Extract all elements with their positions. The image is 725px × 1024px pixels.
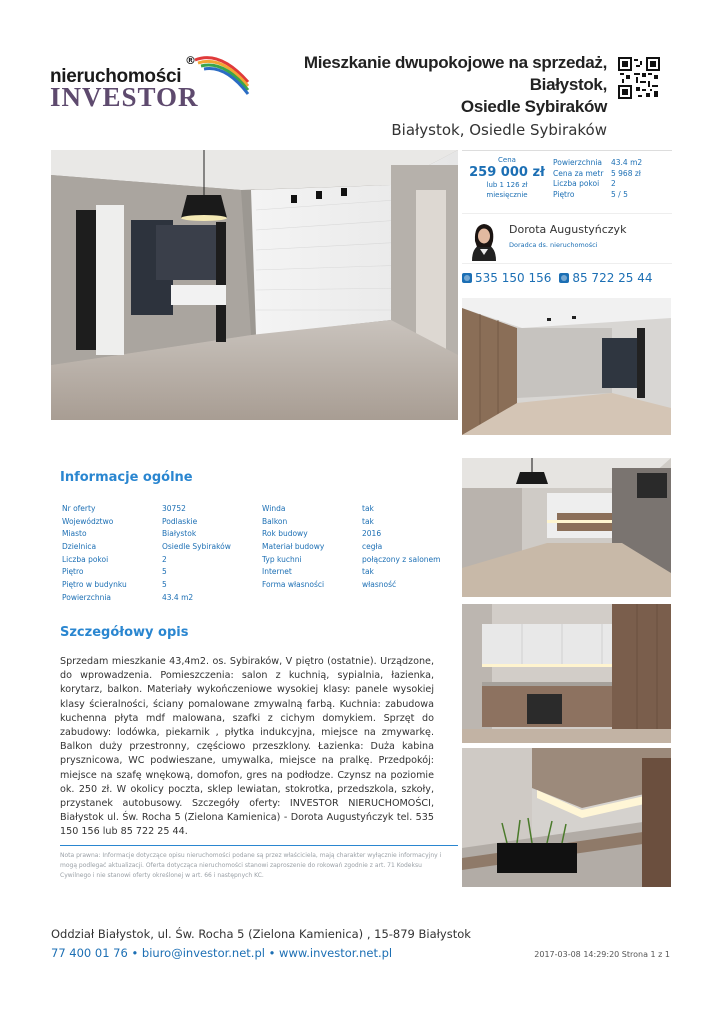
info-value (362, 593, 462, 606)
agent-avatar (464, 219, 504, 261)
price-label: Cena (498, 156, 516, 164)
main-photo-living-room[interactable] (51, 150, 458, 420)
legal-note: Nota prawna: Informacje dotyczące opisu nieruchomości podane są przez właściciela, mają charakter wyłącznie informacyjny i mogą podlegać aktualizacji. Oferta dotycząca nieruchomości stanowi zaproszenie do rokowań zgodnie z art. 71 Kodeksu Cywilnego i nie stanowi oferty określonej w art. 66 i następnych KC. (60, 852, 442, 879)
photo-kitchen-counter[interactable] (462, 748, 671, 887)
divider (60, 845, 458, 846)
summary-panel (462, 150, 672, 291)
agent-phones (462, 263, 672, 291)
info-value: Podlaskie (162, 516, 198, 526)
table-row (62, 593, 462, 606)
phone-number-1: 535 150 156 (475, 270, 552, 285)
table-row (62, 580, 462, 593)
param-value: 43.4 m2 (611, 158, 643, 167)
info-label (262, 593, 362, 606)
info-value: 2016 (362, 529, 382, 539)
param-row (553, 169, 671, 180)
info-value: tak (362, 567, 374, 577)
info-label: Balkon (262, 516, 288, 526)
param-value: 5 968 zł (611, 168, 641, 178)
info-label: Internet (262, 567, 292, 577)
param-value: 2 (611, 179, 616, 188)
info-label: Winda (262, 504, 286, 513)
footer-contact[interactable]: 77 400 01 76 • biuro@investor.net.pl • www.investor.net.pl (51, 946, 393, 960)
title-location: Białystok, Osiedle Sybiraków (391, 121, 607, 139)
info-value: Osiedle Sybiraków (162, 542, 231, 552)
price-value: 259 000 zł (469, 165, 545, 180)
table-row (62, 555, 462, 568)
param-label: Piętro (553, 189, 575, 199)
registered-mark: ® (185, 54, 196, 67)
info-value: cegła (362, 542, 383, 552)
general-info-heading: Informacje ogólne (60, 470, 193, 485)
title-line-1: Mieszkanie dwupokojowe na sprzedaż, Białystok, (303, 53, 607, 94)
description-text: Sprzedam mieszkanie 43,4m2. os. Sybiraków, V piętro (ostatnie). Urządzone, do wprowadzenia. Pomieszczenia: salon z kuchnią, sypialnia, łazienka, korytarz, balkon. Materiały wykończeniowe wysokiej klasy: panele wysokiej klasy ścieralności, ściany pomalowane zmywalną farbą. Kuchnia: zabudowa kuchenna płyta mdf malowana, szafki z cichym domykiem. Sprzęt do zabudowy: lodówka, piekarnik , płytka indukcyjna, miejsce na zmywarkę. Balkon duży przestronny, częściowo przeszklony. Łazienka: Duża kabina prysznicowa, WC podwieszane, umywalka, miejsce na pralkę. Przedpokój: miejsce na szafę wnękową, domofon, gres na podłodze. Czynsz na poziomie ok. 250 zł. W okolicy poczta, sklep lewiatan, stokrotka, przedszkola, szkoły, przystanek autobusowy. Szczegóły oferty: INVESTOR NIERUCHOMOŚCI, Białystok ul. Św. Rocha 5 (Zielona Kamienica) - Dorota Augustyńczyk tel. 535 150 156 lub 85 722 25 44. (60, 656, 434, 838)
info-label: Nr oferty (62, 504, 96, 513)
info-label: Województwo (62, 516, 114, 526)
table-row (62, 529, 462, 542)
monthly-price-line-1: lub 1 126 zł (486, 181, 528, 189)
info-value: 30752 (162, 504, 186, 513)
info-label: Powierzchnia (62, 592, 112, 602)
qr-code-icon[interactable] (618, 57, 660, 99)
info-label: Piętro (62, 567, 84, 577)
footer-address: Oddział Białystok, ul. Św. Rocha 5 (Zielona Kamienica) , 15-879 Białystok (51, 927, 471, 941)
phone-2[interactable] (559, 271, 652, 285)
photo-living-kitchen[interactable] (462, 458, 671, 597)
photo-hallway[interactable] (462, 298, 671, 435)
title-line-2: Osiedle Sybiraków (460, 97, 607, 116)
param-label: Cena za metr (553, 168, 604, 178)
info-label: Miasto (62, 529, 87, 539)
phone-1[interactable] (462, 271, 551, 285)
param-value: 5 / 5 (611, 189, 628, 199)
info-value: tak (362, 516, 374, 526)
agent-name: Dorota Augustyńczyk (509, 223, 627, 236)
param-row (553, 190, 671, 201)
info-value: 5 (162, 580, 167, 590)
info-label: Typ kuchni (262, 554, 302, 564)
description-heading: Szczegółowy opis (60, 625, 189, 640)
listing-title (227, 52, 607, 139)
phone-icon (559, 273, 569, 283)
price-block (462, 156, 552, 200)
info-value: 43.4 m2 (162, 592, 194, 602)
table-row (62, 504, 462, 517)
general-info-table (62, 504, 462, 606)
info-value: tak (362, 504, 374, 513)
monthly-price-line-2: miesięcznie (486, 191, 528, 199)
footer-date: 2017-03-08 14:29:20 Strona 1 z 1 (534, 950, 670, 959)
table-row (62, 542, 462, 555)
phone-number-2: 85 722 25 44 (572, 270, 653, 285)
table-row (62, 517, 462, 530)
photo-kitchen[interactable] (462, 604, 671, 743)
info-value: Białystok (162, 529, 197, 539)
key-params (553, 158, 671, 200)
info-label: Dzielnica (62, 542, 97, 552)
logo-text-bottom: INVESTOR (50, 82, 199, 112)
table-row (62, 567, 462, 580)
company-logo (50, 52, 255, 112)
info-value: 2 (162, 554, 167, 564)
info-label: Piętro w budynku (62, 580, 127, 590)
param-label: Liczba pokoi (553, 179, 600, 188)
info-label: Forma własności (262, 580, 325, 590)
info-label: Rok budowy (262, 529, 308, 539)
phone-icon (462, 273, 472, 283)
info-label: Materiał budowy (262, 542, 325, 552)
param-label: Powierzchnia (553, 158, 603, 167)
param-row (553, 179, 671, 190)
info-value: 5 (162, 567, 167, 577)
agent-card (462, 213, 672, 261)
logo-text-top: nieruchomości (50, 66, 182, 87)
param-row (553, 158, 671, 169)
info-label: Liczba pokoi (62, 554, 109, 564)
agent-role: Doradca ds. nieruchomości (509, 241, 598, 249)
info-value: własność (362, 580, 397, 590)
info-value: połączony z salonem (362, 554, 441, 564)
